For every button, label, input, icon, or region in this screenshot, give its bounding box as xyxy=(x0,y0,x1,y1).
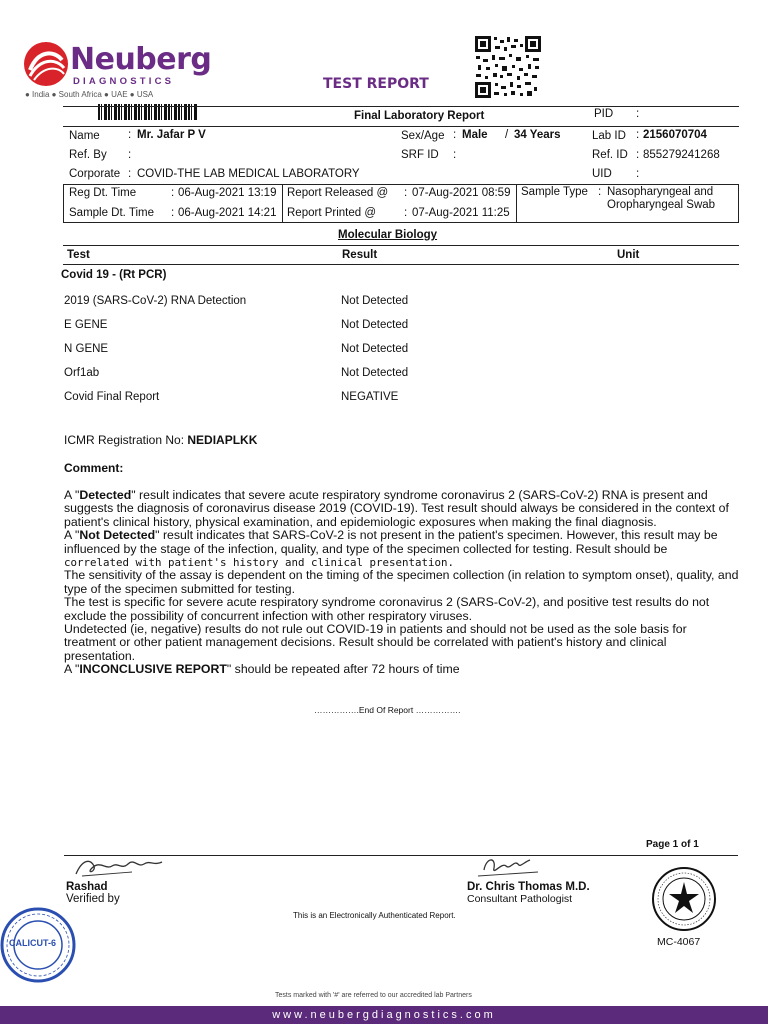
labid-label: Lab ID xyxy=(592,130,626,142)
stamp-text: CALICUT-6 xyxy=(9,938,56,948)
result-row-test: Covid Final Report xyxy=(64,391,160,403)
sample-type-value-2: Oropharyngeal Swab xyxy=(607,199,716,211)
name-colon: : xyxy=(128,129,132,141)
group-title: Covid 19 - (Rt PCR) xyxy=(61,269,167,281)
released-value: 07-Aug-2021 08:59 xyxy=(412,187,511,199)
icmr-line xyxy=(64,433,257,447)
report-title: Final Laboratory Report xyxy=(354,110,485,122)
uid-colon: : xyxy=(636,168,640,180)
reg-label: Reg Dt. Time xyxy=(69,187,137,199)
comment-p2-mono: correlated with patient's history and clinical presentation. xyxy=(64,556,455,570)
section-title: Molecular Biology xyxy=(338,229,438,241)
printed-colon: : xyxy=(404,207,408,219)
document-title: TEST REPORT xyxy=(323,76,429,92)
sample-type-label: Sample Type xyxy=(521,186,588,198)
pid-label: PID xyxy=(594,108,614,120)
column-result: Result xyxy=(342,249,378,261)
page-info: Page 1 of 1 xyxy=(646,839,699,850)
released-label: Report Released @ xyxy=(287,187,389,199)
comment-p2-b: Not Detected xyxy=(79,528,156,543)
result-row-test: Orf1ab xyxy=(64,367,100,379)
comment-p1-b: Detected xyxy=(79,488,132,502)
icmr-label: ICMR Registration No: xyxy=(64,433,185,447)
name-label: Name xyxy=(69,130,100,142)
comment-p1-a: A " xyxy=(64,488,80,502)
refid-colon: : xyxy=(636,149,640,161)
qr-code xyxy=(474,35,542,99)
footnote: Tests marked with '#' are referred to our accredited lab Partners xyxy=(275,992,472,999)
comment-not-detected xyxy=(64,529,740,556)
uid-label: UID xyxy=(592,168,612,180)
doctor-name: Dr. Chris Thomas M.D. xyxy=(467,881,590,893)
end-dots-right: ……………. xyxy=(413,705,461,715)
sample-dt-colon: : xyxy=(171,207,175,219)
verified-by: Verified by xyxy=(66,893,120,905)
column-unit: Unit xyxy=(617,249,640,261)
patient-sex: Male xyxy=(462,129,488,141)
refby-label: Ref. By xyxy=(69,149,107,161)
result-row-test: N GENE xyxy=(64,343,109,355)
brand-subtitle: DIAGNOSTICS xyxy=(73,76,175,87)
sexage-label: Sex/Age xyxy=(401,130,445,142)
reg-value: 06-Aug-2021 13:19 xyxy=(178,187,277,199)
printed-label: Report Printed @ xyxy=(287,207,377,219)
sample-dt-label: Sample Dt. Time xyxy=(69,207,154,219)
website[interactable]: www.neubergdiagnostics.com xyxy=(272,1009,496,1021)
sample-type-colon: : xyxy=(598,186,602,198)
result-row-value: NEGATIVE xyxy=(341,391,399,403)
patient-age: 34 Years xyxy=(514,129,561,141)
brand-name: Neuberg xyxy=(70,42,212,77)
labid-colon: : xyxy=(636,129,640,141)
comment-undetected: Undetected (ie, negative) results do not rule out COVID-19 in patients and should not be used as the sole basis for treatment or other patient management decisions. Result should be correlated with patient's history and clinical presentation. xyxy=(64,622,687,663)
refid-label: Ref. ID xyxy=(592,149,628,161)
result-row-test: E GENE xyxy=(64,319,108,331)
comment-detected xyxy=(64,489,740,529)
labid-value: 2156070704 xyxy=(643,129,707,141)
result-row-value: Not Detected xyxy=(341,367,409,379)
comment-p6-a: A " xyxy=(64,662,80,677)
comment-p2-a: A " xyxy=(64,528,80,543)
comment-body xyxy=(64,489,740,677)
result-row-value: Not Detected xyxy=(341,319,409,331)
comment-p1-c: " result indicates that severe acute respiratory syndrome coronavirus 2 (SARS-CoV-2) RNA is present and suggests the diagnosis of coronavirus disease 2019 (COVID-19). Test result should always be considered in the context of patient's clinical history, physical examination, and epidemiologic exposures when making the final diagnosis. xyxy=(64,488,729,529)
comment-label: Comment: xyxy=(64,461,124,475)
sexage-slash: / xyxy=(505,129,509,141)
icmr-value: NEDIAPLKK xyxy=(187,433,258,447)
printed-value: 07-Aug-2021 11:25 xyxy=(412,207,510,219)
result-row-value: Not Detected xyxy=(341,295,409,307)
auth-note: This is an Electronically Authenticated Report. xyxy=(293,911,456,920)
comment-p2-c: " result indicates that SARS-CoV-2 is not present in the patient's specimen. However, this result may be influenced by the stage of the infection, quality, and type of the specimen collected for testing. Result should be xyxy=(64,528,718,556)
result-row-test: 2019 (SARS-CoV-2) RNA Detection xyxy=(64,295,247,307)
accreditation-code: MC-4067 xyxy=(657,936,701,948)
comment-sensitivity: The sensitivity of the assay is dependent on the timing of the specimen collection (in relation to symptom onset), quality, and type of the specimen submitted for testing. xyxy=(64,568,739,596)
corporate-value: COVID-THE LAB MEDICAL LABORATORY xyxy=(137,168,360,180)
column-test: Test xyxy=(67,249,90,261)
refid-value: 855279241268 xyxy=(643,149,720,161)
corporate-label: Corporate xyxy=(69,168,121,180)
sexage-colon: : xyxy=(453,129,457,141)
released-colon: : xyxy=(404,187,408,199)
refby-colon: : xyxy=(128,149,132,161)
pid-value: : xyxy=(636,108,640,120)
doctor-title: Consultant Pathologist xyxy=(467,893,573,905)
sample-type-value-1: Nasopharyngeal and xyxy=(607,186,714,198)
verifier-name: Rashad xyxy=(66,881,108,893)
doctor-signature xyxy=(474,852,544,882)
verifier-signature xyxy=(72,852,167,880)
comment-p6-c: " should be repeated after 72 hours of time xyxy=(226,662,460,677)
footer-bar xyxy=(0,1006,768,1024)
comment-specificity: The test is specific for severe acute respiratory syndrome coronavirus 2 (SARS-CoV-2), and positive test results do not exclude the possibility of concurrent infection with other respiratory viruses. xyxy=(64,595,710,623)
sample-dt-value: 06-Aug-2021 14:21 xyxy=(178,207,277,219)
brand-logo xyxy=(22,40,70,88)
corporate-colon: : xyxy=(128,168,132,180)
srfid-label: SRF ID xyxy=(401,149,439,161)
result-row-value: Not Detected xyxy=(341,343,409,355)
end-dots-left: ……………. xyxy=(314,705,359,715)
srfid-colon: : xyxy=(453,149,457,161)
patient-name: Mr. Jafar P V xyxy=(137,129,206,141)
brand-countries: ● India ● South Africa ● UAE ● USA xyxy=(25,90,154,99)
end-of-report xyxy=(314,705,460,715)
accreditation-seal xyxy=(651,866,717,932)
end-of-report-text: End Of Report xyxy=(358,705,414,715)
comment-inconclusive xyxy=(64,663,740,676)
comment-p6-b: INCONCLUSIVE REPORT xyxy=(79,662,227,677)
reg-colon: : xyxy=(171,187,175,199)
